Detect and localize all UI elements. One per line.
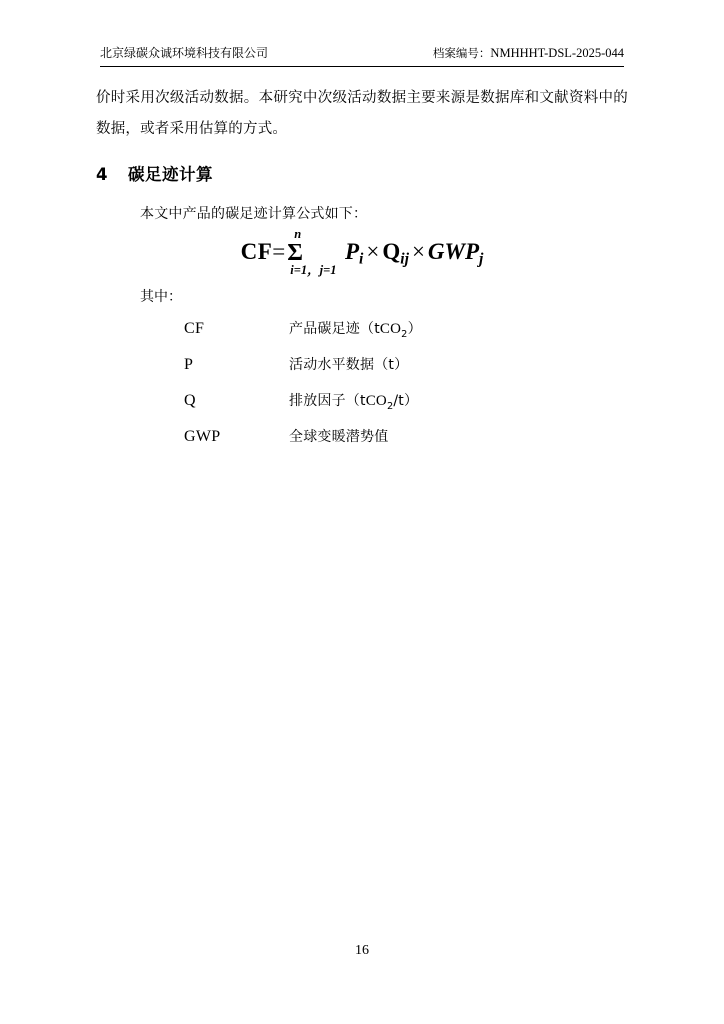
formula-term-q: Q (382, 239, 401, 264)
sum-upper-limit: n (294, 227, 302, 242)
carbon-footprint-formula (96, 227, 628, 278)
header-company-name: 北京绿碳众诚环境科技有限公司 (100, 46, 269, 60)
definition-desc-pre: 全球变暖潜势值 (289, 429, 389, 446)
section-heading (96, 161, 628, 185)
formula-term-p-subscript: i (359, 250, 364, 268)
definition-row (184, 390, 628, 426)
definition-desc-pre: 活动水平数据（t） (289, 357, 409, 374)
formula-term-p: P (344, 239, 360, 264)
page-header (100, 44, 624, 67)
definition-description (289, 390, 418, 412)
sum-lower-limit: i=1，j=1 (290, 263, 337, 278)
formula-intro-text: 本文中产品的碳足迹计算公式如下： (140, 206, 368, 222)
definition-term: CF (184, 320, 205, 338)
archive-label: 档案编号： (432, 46, 491, 60)
definition-term: Q (184, 392, 196, 410)
definition-desc-pre: 排放因子（t (289, 393, 366, 410)
formula-equals: = (272, 239, 286, 264)
formula-times-2: × (411, 239, 425, 264)
formula-times-1: × (366, 239, 380, 264)
body-paragraph: 价时采用次级活动数据。本研究中次级活动数据主要来源是数据库和文献资料中的数据，或者采用估算的方式。 (96, 90, 628, 137)
sigma-icon: Σ (287, 240, 303, 267)
definition-row (184, 318, 628, 354)
definition-desc-pre: 产品碳足迹（t (289, 321, 380, 338)
header-archive-number (433, 45, 624, 61)
formula-term-gwp-subscript: j (479, 250, 484, 268)
definition-description (289, 354, 408, 376)
definition-list (184, 318, 628, 462)
definition-desc-sub: 2 (386, 401, 394, 413)
definition-row (184, 426, 628, 462)
formula-term-q-subscript: ij (400, 250, 409, 268)
where-label: 其中： (140, 289, 182, 306)
formula-term-gwp: GWP (427, 239, 480, 264)
definition-description (289, 426, 388, 448)
section-number: 4 (96, 165, 108, 184)
definition-term: GWP (184, 428, 221, 446)
definition-row (184, 354, 628, 390)
section-title: 碳足迹计算 (128, 165, 213, 184)
definition-desc-sub: 2 (401, 329, 408, 341)
formula-lhs: CF (240, 239, 273, 264)
page-content (96, 44, 628, 462)
definition-term: P (184, 356, 194, 374)
definition-desc-post: ） (407, 321, 422, 338)
archive-value: NMHHHT-DSL-2025-044 (490, 46, 624, 60)
summation-symbol-group (287, 227, 337, 278)
definition-desc-post: /t） (393, 393, 419, 410)
definition-desc-chem: CO (365, 393, 387, 410)
page-number: 16 (355, 943, 369, 958)
definition-description (289, 318, 422, 340)
definition-desc-chem: CO (379, 321, 402, 338)
